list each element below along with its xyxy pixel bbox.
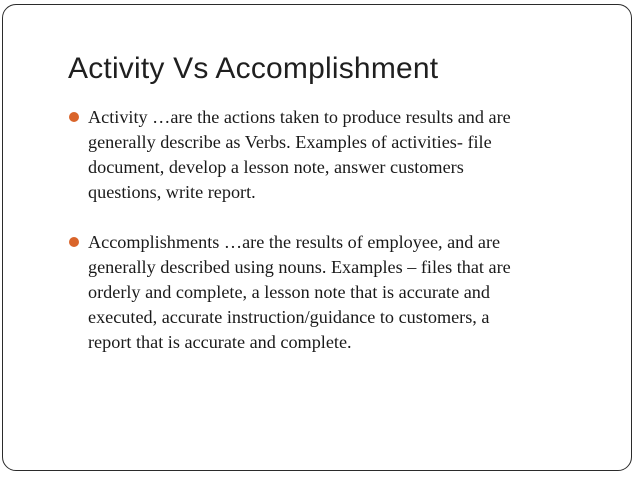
slide-title: Activity Vs Accomplishment [68, 52, 439, 85]
bullet-line: document, develop a lesson note, answer customers [88, 157, 464, 177]
bullet-accomplishments [68, 230, 583, 355]
bullet-line: orderly and complete, a lesson note that is accurate and [88, 282, 490, 302]
bullet-dot-icon [69, 237, 79, 247]
bullet-line: generally described using nouns. Examples – files that are [88, 257, 511, 277]
bullet-line: Accomplishments …are the results of employee, and are [88, 232, 501, 252]
bullet-list [68, 105, 583, 355]
bullet-activity [68, 105, 583, 205]
bullet-dot-icon [69, 112, 79, 122]
bullet-line: Activity …are the actions taken to produce results and are [88, 107, 511, 127]
bullet-line: executed, accurate instruction/guidance to customers, a [88, 307, 490, 327]
bullet-line: report that is accurate and complete. [88, 332, 352, 352]
bullet-line: generally describe as Verbs. Examples of activities- file [88, 132, 492, 152]
bullet-line: questions, write report. [88, 182, 256, 202]
